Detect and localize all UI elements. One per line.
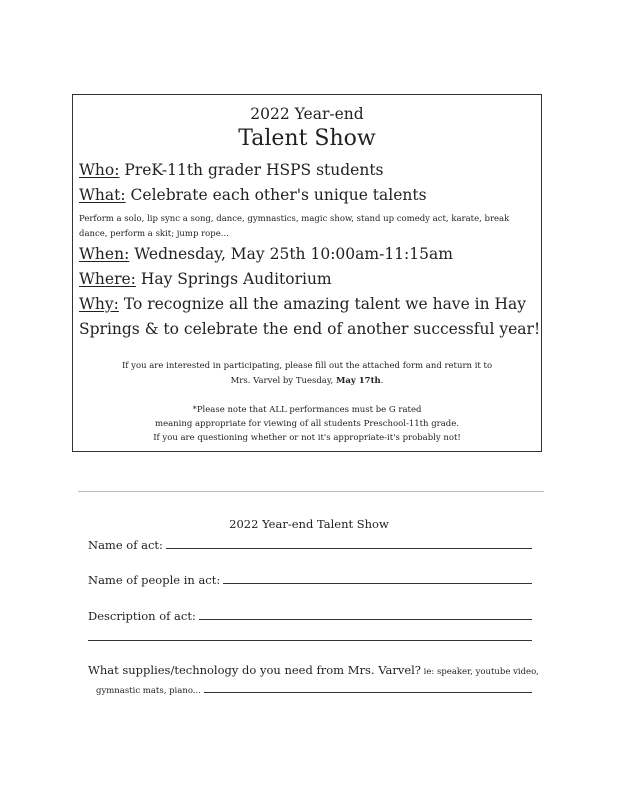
name-of-people-label: Name of people in act: <box>88 573 221 587</box>
cut-divider <box>78 491 544 492</box>
name-of-act-label: Name of act: <box>88 538 163 552</box>
name-of-act-field[interactable] <box>166 547 532 549</box>
note-line3: If you are questioning whether or not it's appropriate-it's probably not! <box>153 433 461 443</box>
note-line2: meaning appropriate for viewing of all students Preschool-11th grade. <box>155 419 459 429</box>
description-row <box>88 609 532 623</box>
why-row <box>79 295 526 313</box>
name-of-people-row <box>88 573 532 587</box>
note-line1: *Please note that ALL performances must be G rated <box>192 405 422 415</box>
what-row <box>79 186 427 204</box>
supplies-label: What supplies/technology do you need from Mrs. Varvel? <box>88 663 421 677</box>
supplies-question <box>88 663 539 677</box>
why-value-line2: Springs & to celebrate the end of another successful year! <box>79 320 541 338</box>
where-label: Where: <box>79 270 136 288</box>
when-label: When: <box>79 245 130 263</box>
who-row <box>79 161 384 179</box>
interest-line2 <box>73 374 541 389</box>
flyer-box <box>72 94 542 452</box>
description-field[interactable] <box>199 618 532 620</box>
interest-line2-prefix: Mrs. Varvel by Tuesday, <box>230 376 336 386</box>
where-row <box>79 270 332 288</box>
when-value: Wednesday, May 25th 10:00am-11:15am <box>129 245 453 263</box>
description-label: Description of act: <box>88 609 196 623</box>
supplies-field[interactable] <box>204 691 532 693</box>
name-of-people-field[interactable] <box>223 582 532 584</box>
examples-text: Perform a solo, lip sync a song, dance, gymnastics, magic show, stand up comedy act, karate, break dance, perform a skit; jump rope... <box>79 214 510 239</box>
why-value-line1: To recognize all the amazing talent we have in Hay <box>118 295 527 313</box>
when-row <box>79 245 453 263</box>
who-label: Who: <box>79 161 120 179</box>
interest-line1: If you are interested in participating, please fill out the attached form and return it to <box>121 361 493 371</box>
who-value: PreK-11th grader HSPS students <box>119 161 384 179</box>
why-label: Why: <box>79 295 119 313</box>
supplies-hint: ie: speaker, youtube video, <box>420 667 539 677</box>
form-title: 2022 Year-end Talent Show <box>229 517 389 531</box>
flyer-subtitle: 2022 Year-end <box>250 105 364 123</box>
flyer-title: Talent Show <box>238 126 376 151</box>
interest-line2-suffix: . <box>380 376 384 386</box>
what-label: What: <box>79 186 126 204</box>
name-of-act-row <box>88 538 532 552</box>
supplies-row <box>96 686 532 696</box>
supplies-hint-line2: gymnastic mats, piano... <box>96 686 201 696</box>
interest-deadline: May 17th <box>335 376 381 386</box>
what-value: Celebrate each other's unique talents <box>125 186 427 204</box>
where-value: Hay Springs Auditorium <box>135 270 332 288</box>
description-field-line2[interactable] <box>88 640 532 641</box>
